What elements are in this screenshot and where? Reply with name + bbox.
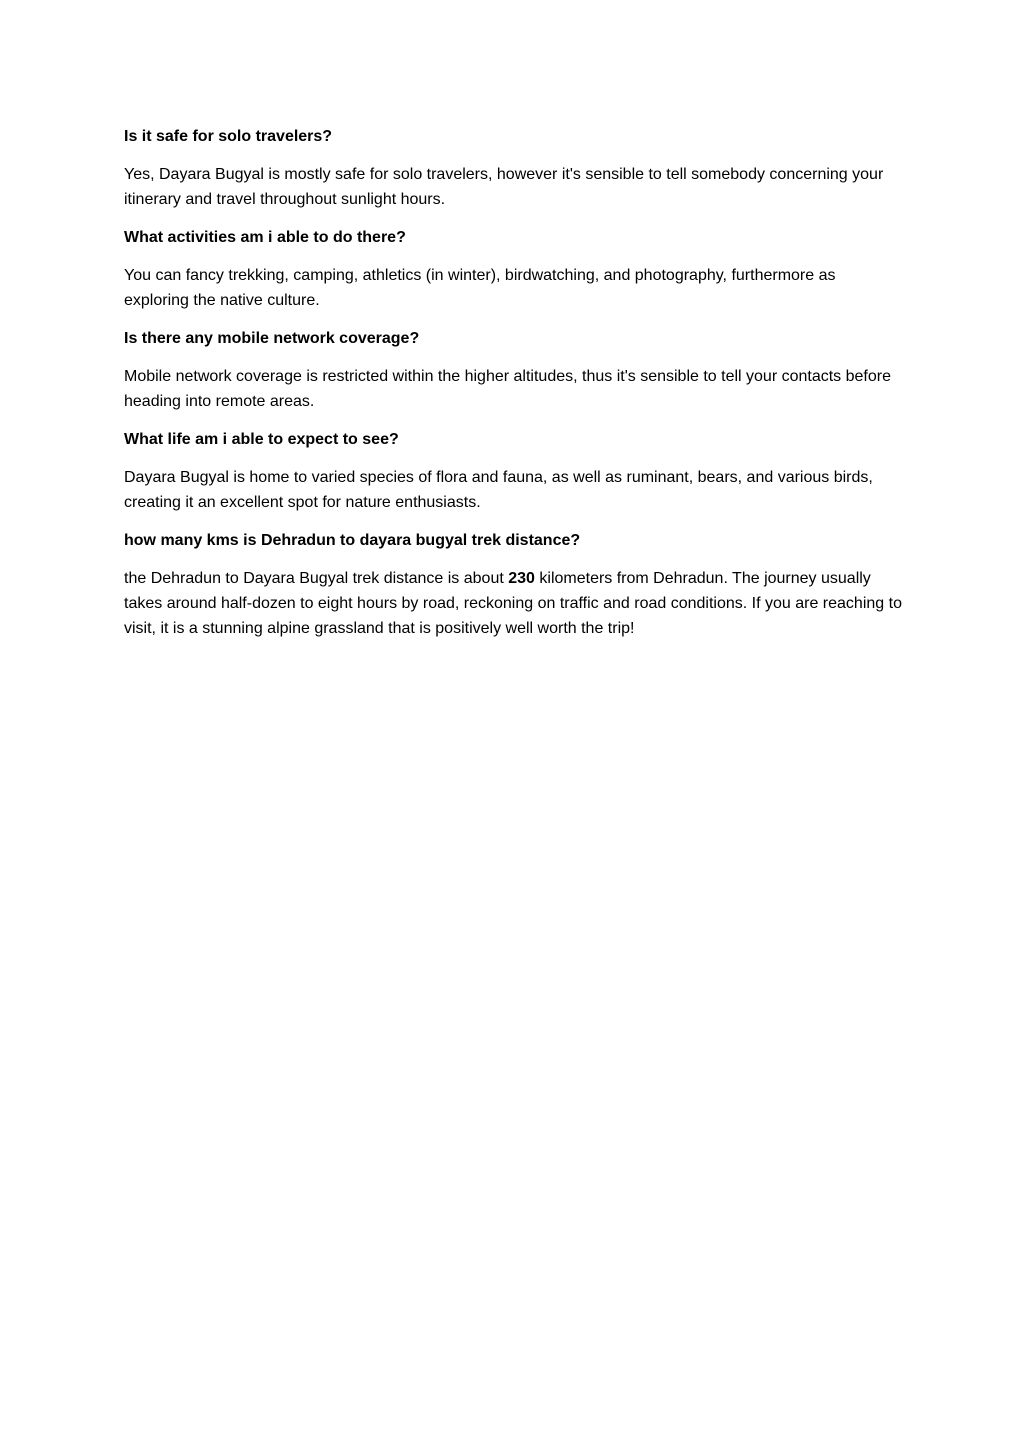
- faq-question: What activities am i able to do there?: [124, 229, 406, 246]
- faq-question: how many kms is Dehradun to dayara bugyal trek distance?: [124, 532, 581, 549]
- distance-value: 230: [508, 570, 535, 587]
- faq-answer: Mobile network coverage is restricted within the higher altitudes, thus it's sensible to tell your contacts before heading into remote areas.: [124, 368, 891, 410]
- faq-answer: Dayara Bugyal is home to varied species of flora and fauna, as well as ruminant, bears, and various birds, creating it an excellent spot for nature enthusiasts.: [124, 469, 873, 511]
- faq-answer: [124, 566, 904, 641]
- faq-item-solo-travel: [124, 124, 904, 212]
- faq-question: Is it safe for solo travelers?: [124, 128, 333, 145]
- answer-text-before: the Dehradun to Dayara Bugyal trek distance is about: [124, 570, 509, 587]
- answer-text-after: kilometers from Dehradun. The journey usually takes around half-dozen to eight hours by road, reckoning on traffic and road conditions. If you are reaching to visit, it is a stunning alpine grassland that is positively well worth the trip!: [124, 570, 902, 637]
- faq-answer: You can fancy trekking, camping, athletics (in winter), birdwatching, and photography, furthermore as exploring the native culture.: [124, 267, 836, 309]
- faq-item-wildlife: [124, 427, 904, 515]
- faq-question: What life am i able to expect to see?: [124, 431, 399, 448]
- faq-item-distance: [124, 528, 904, 641]
- faq-section: [124, 124, 904, 654]
- faq-answer: Yes, Dayara Bugyal is mostly safe for solo travelers, however it's sensible to tell somebody concerning your itinerary and travel throughout sunlight hours.: [124, 166, 884, 208]
- faq-item-network: [124, 326, 904, 414]
- faq-question: Is there any mobile network coverage?: [124, 330, 420, 347]
- faq-item-activities: [124, 225, 904, 313]
